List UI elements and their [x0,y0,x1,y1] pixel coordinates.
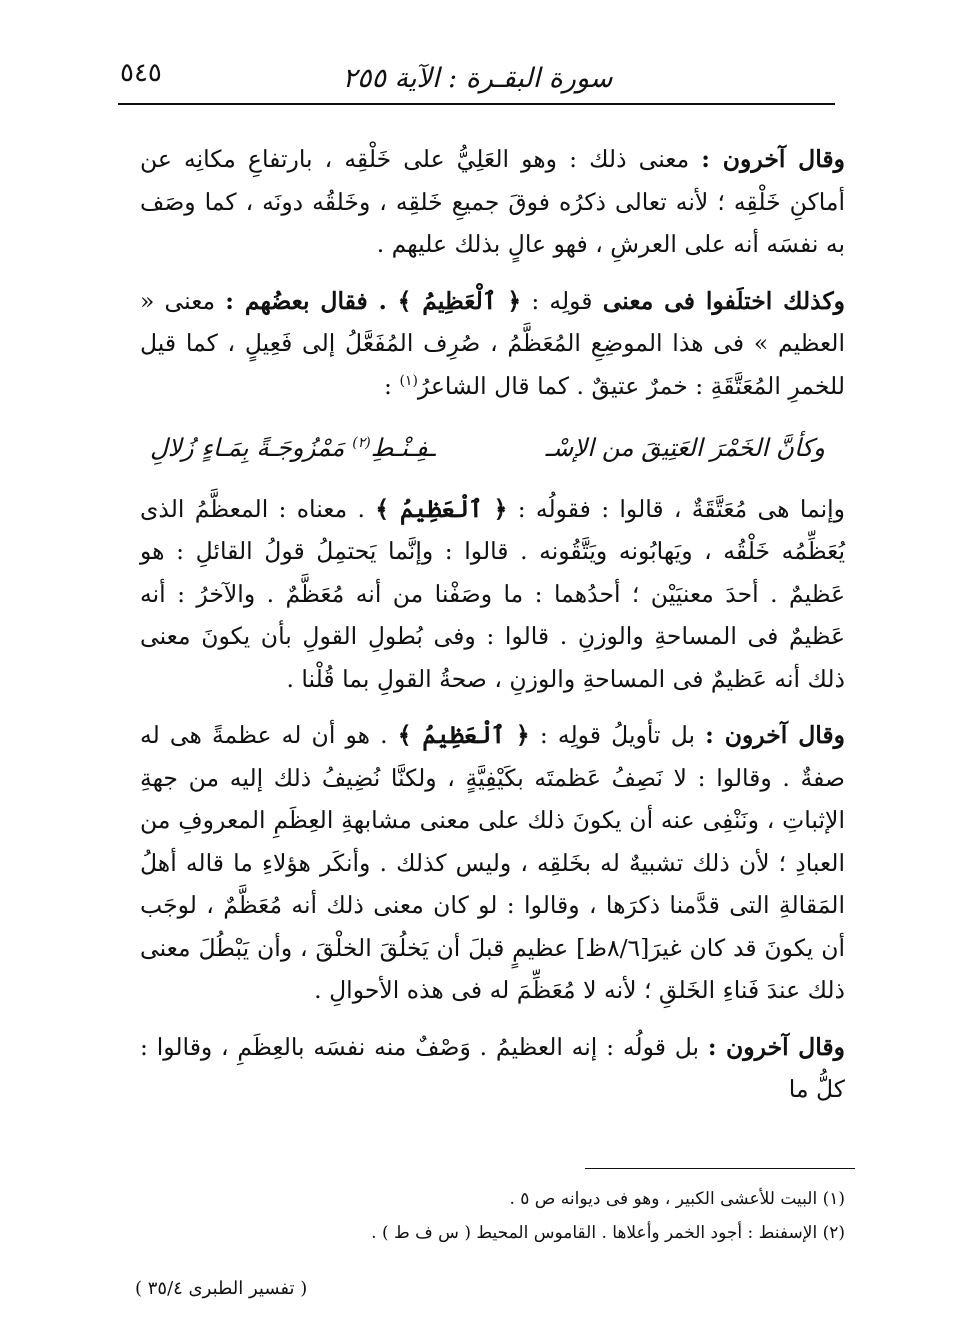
paragraph-lead: وكذلك اختلَفوا فى معنى [602,286,846,315]
header-rule [118,103,835,105]
verse-word: ـفِـنْـطِ [370,433,436,462]
paragraph-text: معنى « العظيم » فى هذا الموضِعِ المُعَظَّمُ ، صُرِف المُفَعَّلُ إلى فَعِيلٍ ، كما قيل للخمرِ المُعَتَّقَةِ : خمرٌ عتيقٌ . كما قال الشاعرُ [140,286,845,400]
paragraph-3 [140,488,845,701]
paragraph-lead: وقال آخرون : [707,1032,845,1061]
paragraph-text: عظيمٍ قبلَ أن يَخلُقَ الخلْقَ ، وأن يَبْطُلَ معنى ذلك عندَ فَناءِ الخَلقِ ؛ لأنه لا مُعَظِّمَ له فى هذه الأحوالِ . [140,933,845,1004]
footnote-ref-2[interactable]: (٢) [352,434,371,451]
paragraph-2 [140,280,845,408]
paragraph-5 [140,1026,845,1111]
paragraph-text: قولِه : [521,286,603,315]
poetry-verse [140,427,845,470]
paragraph-text: بل تأويلُ قولِه : [529,721,706,749]
quran-quote: ﴿ ٱلْعَظِيمُ ﴾ [397,721,530,749]
page-number: ٥٤٥ [120,58,162,88]
quran-quote: ﴿ ٱلْعَظِيمُ ﴾ [397,286,522,315]
source-reference: ( تفسير الطبرى ٣٥/٤ ) [135,1278,308,1299]
paragraph-text: : [384,371,400,400]
paragraph-text: معنى ذلك : وهو العَلِيُّ على خَلْقِه ، بارتفاعِ مكانِه عن أماكنِ خَلْقِه ؛ لأنه تعالى ذكرُه فوقَ جميعِ خَلقِه ، وخَلقُه دونَه ، كما وصَف به نفسَه أنه على العرشِ ، فهو عالٍ بذلك عليهم . [140,145,845,258]
footnotes [140,1182,845,1250]
paragraph-text: وإنما هى مُعَتَّقَةٌ ، قالوا : فقولُه : [507,494,845,523]
footnote-rule [585,1168,855,1169]
paragraph-1 [140,138,845,266]
paragraph-text: . معناه : المعظَّمُ الذى يُعَظِّمُه خَلْقُه ، ويَهابُونه ويَتَّقُونه . قالوا : وإنَّما يَحتمِلُ قولُ القائلِ : هو عَظيمٌ . أحدَ معنيَيْن ؛ أحدُهما : ما وصَفْنا من أنه مُعَظَّمٌ . والآخرُ : أنه عَظيمٌ فى المساحةِ والوزنِ . قالوا : وفى بُطولِ القولِ بأن يكونَ معنى ذلك أنه عَظيمٌ فى المساحةِ والوزنِ ، صحةُ القولِ بما قُلْنا . [140,494,845,693]
paragraph-lead: وقال آخرون : [701,145,845,173]
paragraph-text: بل قولُه : إنه العظيمُ . وَصْفٌ منه نفسَه بالعِظَمِ ، وقالوا : كلُّ ما [140,1032,845,1103]
manuscript-marker: [٨/٦ظ] [576,933,650,962]
footnote-1: (١) البيت للأعشى الكبير ، وهو فى ديوانه ص ٥ . [509,1189,845,1209]
running-title: سورة البقـرة : الآية ٢٥٥ [342,62,613,94]
footnote-2: (٢) الإسفنط : أجود الخمر وأعلاها . القاموس المحيط ( س ف ط ) . [371,1223,845,1243]
paragraph-4 [140,714,845,1012]
verse-hemistich-2 [150,427,435,470]
paragraph-lead-2: . فقال بعضُهم : [225,286,398,315]
page-header [120,56,835,100]
paragraph-lead: وقال آخرون : [705,721,846,749]
footnote-ref-1[interactable]: (١) [399,372,418,389]
verse-word: مَمْزُوجَـةً بِمَـاءٍ زُلالِ [150,433,353,462]
main-text [140,138,845,1125]
quran-quote: ﴿ ٱلْعَظِيمُ ﴾ [375,494,508,523]
verse-hemistich-1: وكأنَّ الخَمْرَ العَتِيقَ من الإسْـ [545,433,825,462]
paragraph-text: . هو أن له عظمةً هى له صفةٌ . وقالوا : لا نَصِفُ عَظمتَه بكَيْفِيَّةٍ ، ولكنَّا نُضِيفُ ذلك إليه من جهةِ الإثباتِ ، ونَنْفِى عنه أن يكونَ ذلك على معنى مشابهةِ العِظَمِ المعروفِ من العبادِ ؛ لأن ذلك تشبيهٌ له بخَلقِه ، وليس كذلك . وأنكَر هؤلاءِ ما قاله أهلُ المَقالةِ التى قدَّمنا ذكرَها ، وقالوا : لو كان معنى ذلك أنه مُعَظَّمٌ ، لوجَب أن يكونَ قد كان غيرَ [140,721,845,962]
